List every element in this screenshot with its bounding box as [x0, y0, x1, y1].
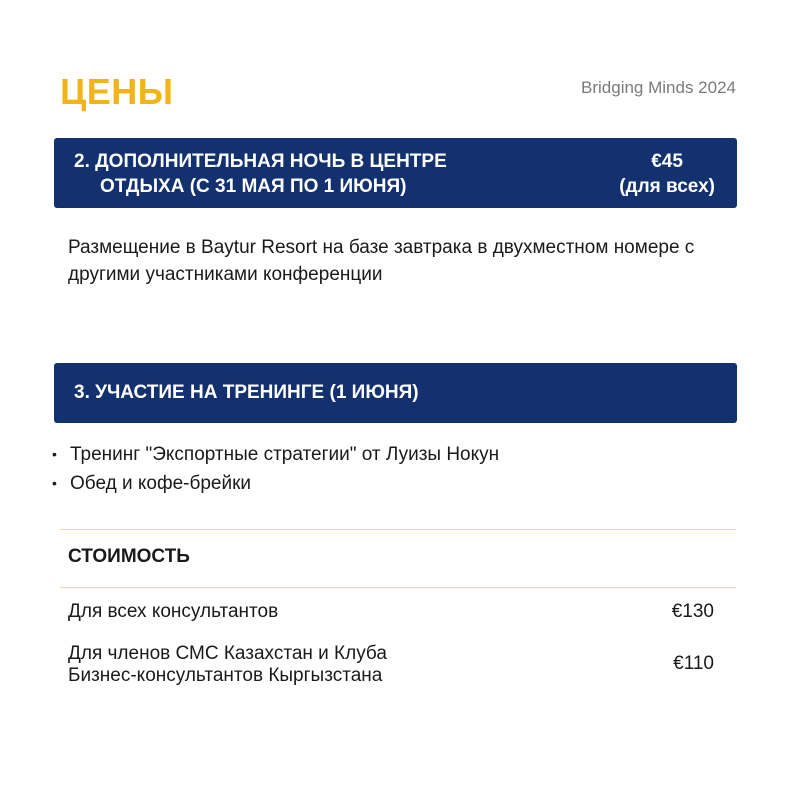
list-item [50, 440, 499, 469]
cost-row-label-line1: Для членов СМС Казахстан и Клуба [68, 643, 387, 664]
section-2-price-note: (для всех) [619, 176, 715, 197]
section-2-price-block [619, 149, 715, 199]
cost-row-label-line2: Бизнес-консультантов Кыргызстана [68, 665, 383, 686]
bullet-icon: • [52, 446, 57, 462]
cost-row-price: €130 [671, 601, 714, 622]
cost-row-price: €110 [673, 653, 714, 674]
cost-row-label [68, 643, 548, 687]
section-2-banner [54, 138, 737, 208]
cost-row-label-line1: Для всех консультантов [68, 601, 279, 622]
bullet-icon: • [52, 475, 57, 491]
section-2-description: Размещение в Baytur Resort на базе завтрака в двухместном номере с другими участниками конференции [68, 237, 695, 285]
section-3-title: 3. УЧАСТИЕ НА ТРЕНИНГЕ (1 ИЮНЯ) [74, 382, 419, 403]
cost-heading: СТОИМОСТЬ [68, 546, 190, 567]
section-2-title [74, 149, 544, 199]
section-3-bullet-list [50, 440, 499, 498]
section-2-title-line2: ОТДЫХА (С 31 МАЯ ПО 1 ИЮНЯ) [100, 176, 407, 197]
list-item-text: Тренинг "Экспортные стратегии" от Луизы Нокун [70, 444, 500, 465]
divider [60, 529, 736, 530]
section-2-price: €45 [651, 151, 683, 172]
section-2-title-line1: 2. ДОПОЛНИТЕЛЬНАЯ НОЧЬ В ЦЕНТРЕ [74, 151, 447, 172]
page-title: ЦЕНЫ [60, 71, 174, 112]
divider [60, 587, 736, 588]
list-item-text: Обед и кофе-брейки [70, 473, 252, 494]
brand-label: Bridging Minds 2024 [581, 78, 736, 97]
section-3-banner [54, 363, 737, 423]
cost-row-label [68, 601, 548, 623]
list-item [50, 469, 499, 498]
